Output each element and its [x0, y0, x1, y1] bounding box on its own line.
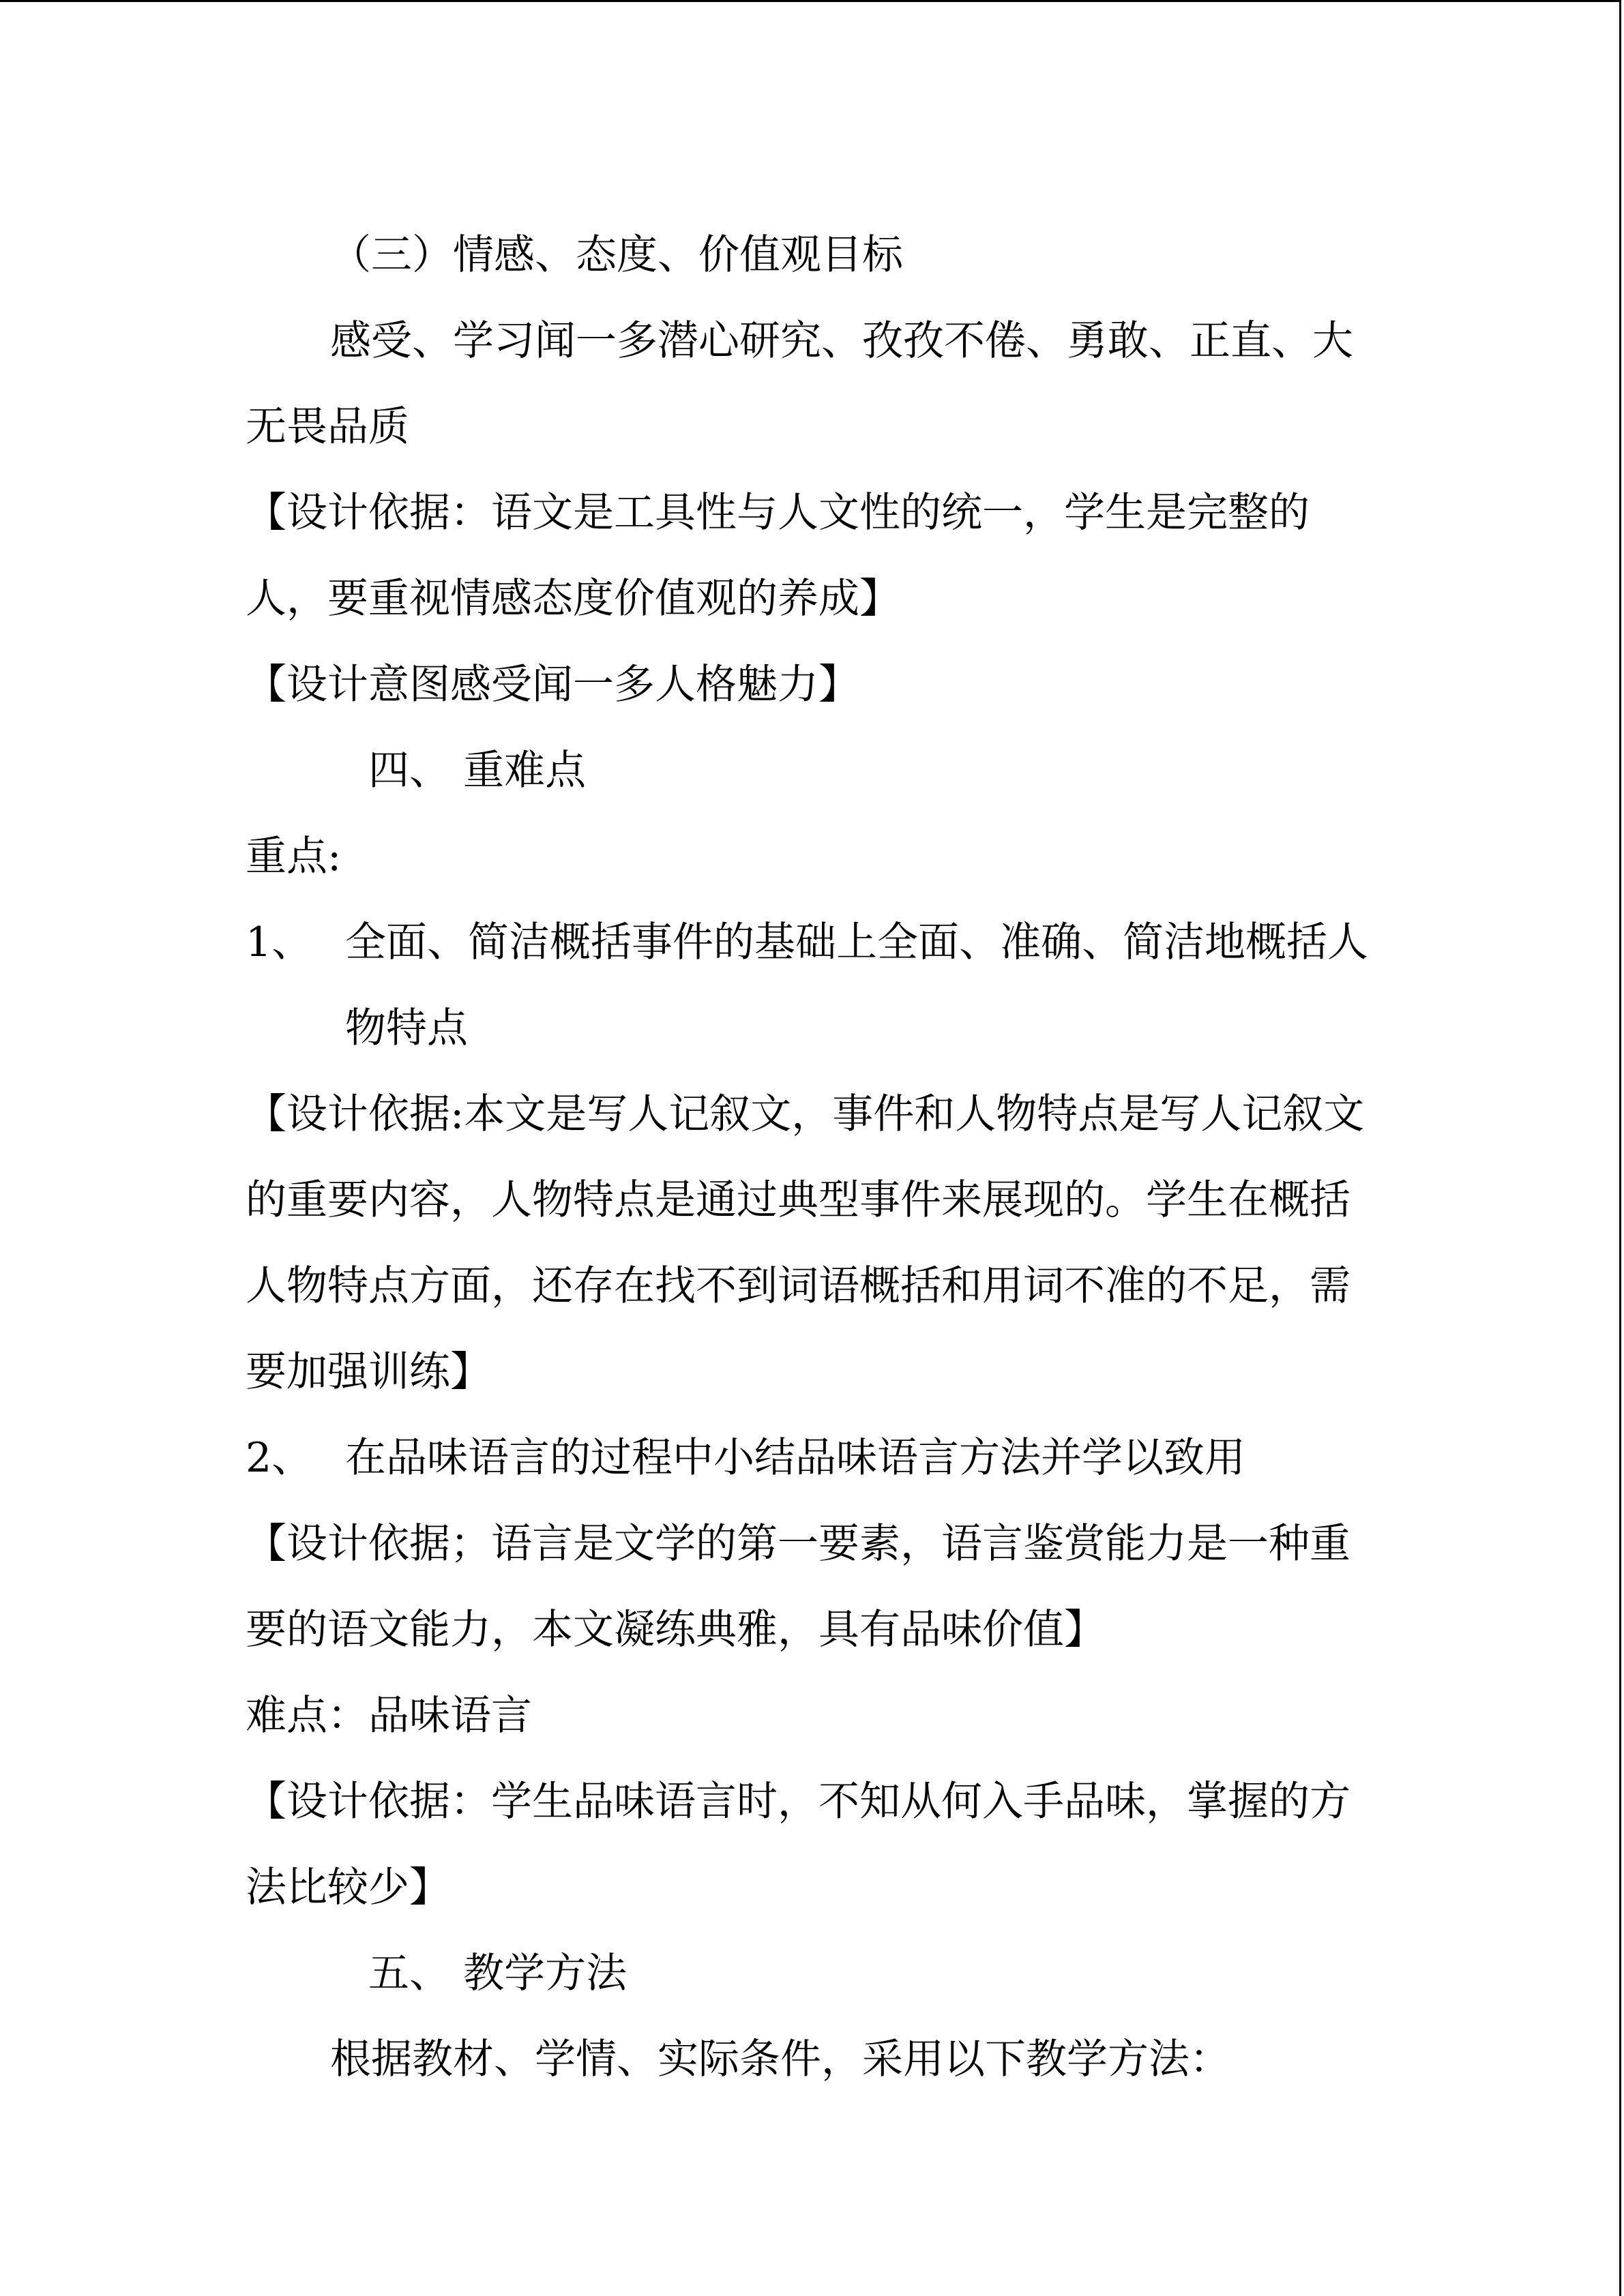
key-item-1-continuation: 物特点: [345, 1004, 468, 1052]
design-basis-2-line4: 要加强训练】: [246, 1348, 491, 1396]
design-basis-2-line1: 【设计依据:本文是写人记叙文，事件和人物特点是写人记叙文: [246, 1090, 1365, 1138]
key-item-1-number: 1、: [246, 919, 313, 966]
key-item-2: [246, 1415, 1378, 1501]
document-body: [246, 212, 1378, 2102]
design-basis-2-line2: 的重要内容，人物特点是通过典型事件来展现的。学生在概括: [246, 1176, 1350, 1224]
section3-heading: （三）情感、态度、价值观目标: [330, 231, 903, 279]
section3-goal-line1: 感受、学习闻一多潜心研究、孜孜不倦、勇敢、正直、大: [330, 317, 1353, 365]
design-basis-4-line2: 法比较少】: [246, 1864, 450, 1911]
key-item-2-number: 2、: [246, 1434, 313, 1482]
section4-heading: 四、 重难点: [368, 747, 587, 794]
difficulty-point: 难点：品味语言: [246, 1692, 532, 1740]
key-item-1: [246, 899, 1378, 985]
design-basis-4-line1: 【设计依据：学生品味语言时，不知从何入手品味，掌握的方: [246, 1778, 1350, 1825]
key-item-2-text: 在品味语言的过程中小结品味语言方法并学以致用: [345, 1434, 1245, 1482]
design-basis-1-line2: 人，要重视情感态度价值观的养成】: [246, 575, 900, 623]
design-basis-2-line3: 人物特点方面，还存在找不到词语概括和用词不准的不足，需: [246, 1262, 1350, 1310]
section3-goal-line2: 无畏品质: [246, 403, 409, 451]
key-item-1-text: 全面、简洁概括事件的基础上全面、准确、简洁地概括人: [345, 919, 1368, 966]
design-intent-1: 【设计意图感受闻一多人格魅力】: [246, 661, 859, 709]
key-points-label: 重点:: [246, 833, 342, 880]
methods-intro: 根据教材、学情、实际条件，采用以下教学方法：: [330, 2036, 1230, 2083]
design-basis-3-line1: 【设计依据；语言是文学的第一要素，语言鉴赏能力是一种重: [246, 1520, 1350, 1568]
design-basis-1-line1: 【设计依据：语文是工具性与人文性的统一，学生是完整的: [246, 489, 1310, 537]
section5-heading: 五、 教学方法: [368, 1950, 628, 1997]
design-basis-3-line2: 要的语文能力，本文凝练典雅，具有品味价值】: [246, 1606, 1105, 1654]
